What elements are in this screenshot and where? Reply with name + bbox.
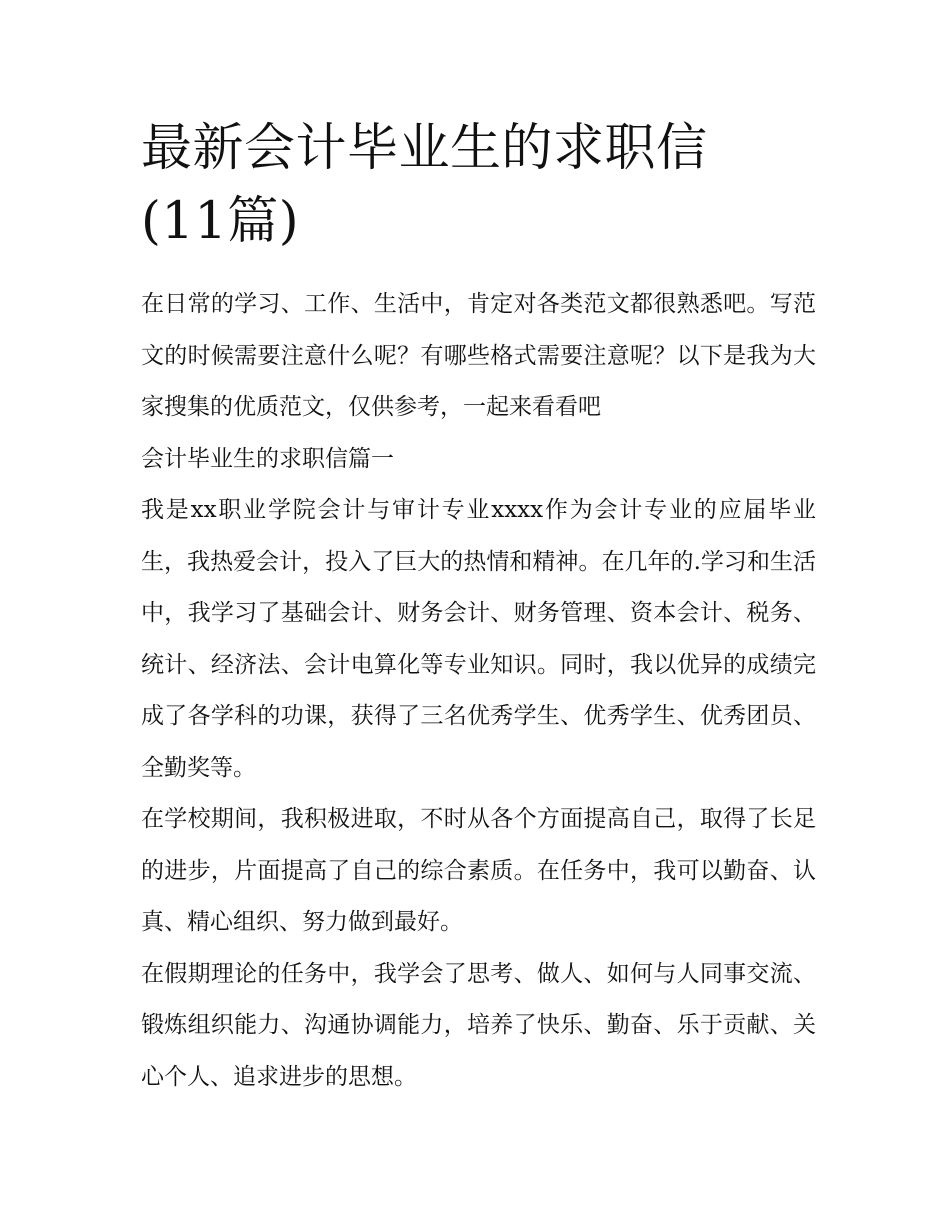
document-body (141, 279, 816, 1103)
document-page (141, 112, 816, 1103)
body-paragraph: 在学校期间，我积极进取，不时从各个方面提高自己，取得了长足的进步，片面提高了自己的综合素质。在任务中，我可以勤奋、认真、精心组织、努力做到最好。 (141, 806, 816, 935)
intro-paragraph: 在日常的学习、工作、生活中，肯定对各类范文都很熟悉吧。写范文的时候需要注意什么呢？有哪些格式需要注意呢？以下是我为大家搜集的优质范文，仅供参考，一起来看看吧 (141, 291, 816, 420)
section-heading: 会计毕业生的求职信篇一 (141, 445, 394, 472)
body-paragraph: 在假期理论的任务中，我学会了思考、做人、如何与人同事交流、锻炼组织能力、沟通协调能力，培养了快乐、勤奋、乐于贡献、关心个人、追求进步的思想。 (141, 960, 816, 1090)
body-paragraph: 我是xx职业学院会计与审计专业xxxx作为会计专业的应届毕业生，我热爱会计，投入了巨大的热情和精神。在几年的.学习和生活中，我学习了基础会计、财务会计、财务管理、资本会计、税务、统计、经济法、会计电算化等专业知识。同时，我以优异的成绩完成了各学科的功课，获得了三名优秀学生、优秀学生、优秀团员、全勤奖等。 (141, 497, 816, 781)
document-title: 最新会计毕业生的求职信(11篇) (141, 119, 708, 251)
